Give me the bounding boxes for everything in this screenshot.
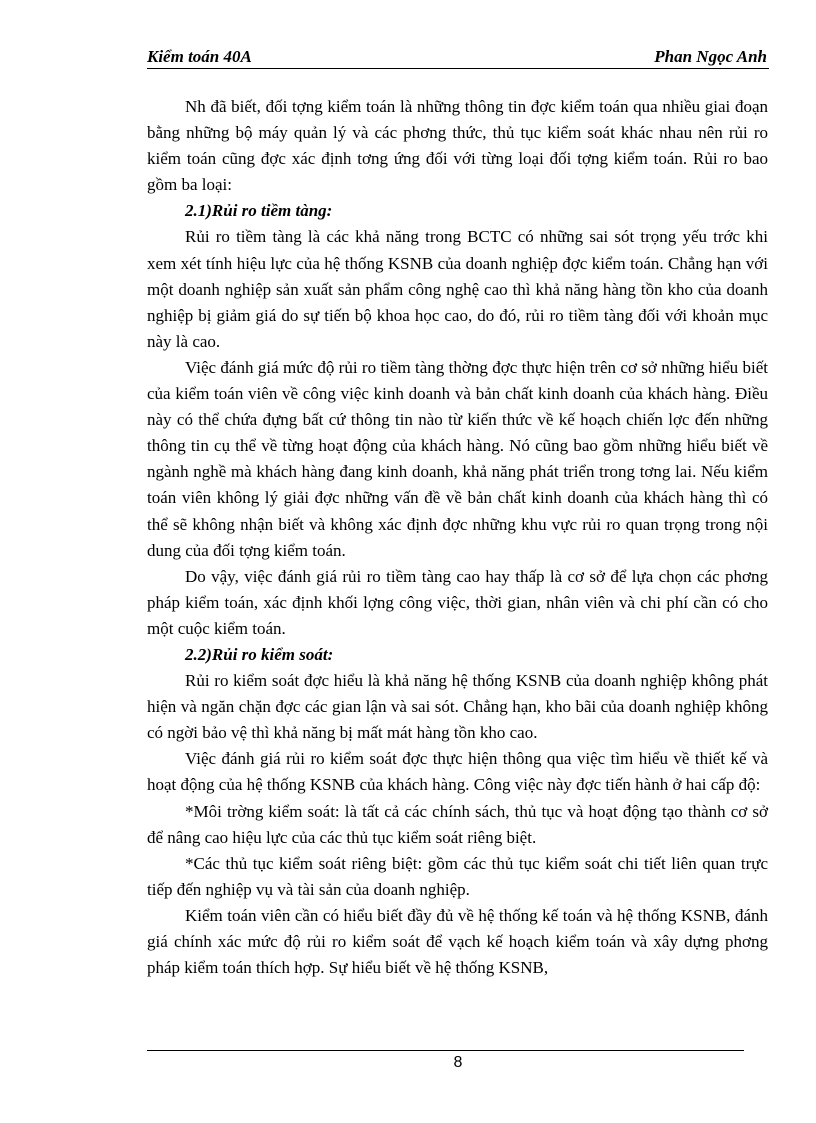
section-heading: 2.2)Rủi ro kiểm soát: <box>185 644 334 664</box>
paragraph: *Các thủ tục kiểm soát riêng biệt: gồm các thủ tục kiểm soát chi tiết liên quan trực tiếp đến nghiệp vụ và tài sản của doanh nghiệp. <box>147 853 768 899</box>
paragraph: Rủi ro tiềm tàng là các khả năng trong BCTC có những sai sót trọng yếu trớc khi xem xét tính hiệu lực của hệ thống KSNB của doanh nghiệp đợc kiểm toán. Chẳng hạn với một doanh nghiệp sản xuất sản phẩm công nghệ cao thì khả năng hàng tồn kho của doanh nghiệp bị giảm giá do sự tiến bộ khoa học cao, do đó, rủi ro tiềm tàng đối với khoản mục này là cao. <box>147 227 768 351</box>
paragraph: Do vậy, việc đánh giá rủi ro tiềm tàng cao hay thấp là cơ sở để lựa chọn các phơng pháp kiểm toán, xác định khối lợng công việc, thời gian, nhân viên và chi phí cần có cho một cuộc kiểm toán. <box>147 566 768 638</box>
body-text <box>147 94 768 981</box>
paragraph: Việc đánh giá mức độ rủi ro tiềm tàng thờng đợc thực hiện trên cơ sở những hiểu biết của kiểm toán viên về công việc kinh doanh và bản chất kinh doanh của khách hàng. Điều này có thể chứa đựng bất cứ thông tin nào từ kiến thức về kế hoạch chiến lợc đến những thông tin cụ thể về từng hoạt động của khách hàng. Nó cũng bao gồm những hiểu biết về ngành nghề mà khách hàng đang kinh doanh, khả năng phát triển trong tơng lai. Nếu kiểm toán viên không lý giải đợc những vấn đề về bản chất kinh doanh của khách hàng thì có thể sẽ không nhận biết và không xác định đợc những khu vực rủi ro quan trọng trong nội dung của đối tợng kiểm toán. <box>147 357 768 560</box>
paragraph: *Môi trờng kiểm soát: là tất cả các chính sách, thủ tục và hoạt động tạo thành cơ sở để nâng cao hiệu lực của các thủ tục kiểm soát riêng biệt. <box>147 801 768 847</box>
footer-rule <box>147 1050 744 1051</box>
paragraph: Kiểm toán viên cần có hiểu biết đầy đủ về hệ thống kế toán và hệ thống KSNB, đánh giá chính xác mức độ rủi ro kiểm soát để vạch kế hoạch kiểm toán và xây dựng phơng pháp kiểm toán thích hợp. Sự hiểu biết về hệ thống KSNB, <box>147 905 768 978</box>
paragraph: Việc đánh giá rủi ro kiểm soát đợc thực hiện thông qua việc tìm hiểu về thiết kế và hoạt động của hệ thống KSNB của khách hàng. Công việc này đợc tiến hành ở hai cấp độ: <box>147 749 768 795</box>
page-number: 8 <box>453 1054 463 1071</box>
header-course: Kiểm toán 40A <box>147 47 252 66</box>
paragraph: Rủi ro kiểm soát đợc hiểu là khả năng hệ thống KSNB của doanh nghiệp không phát hiện và ngăn chặn đợc các gian lận và sai sót. Chẳng hạn, kho bãi của doanh nghiệp không có ngời bảo vệ thì khả năng bị mất mát hàng tồn kho cao. <box>147 671 768 743</box>
section-heading: 2.1)Rủi ro tiềm tàng: <box>185 201 333 221</box>
page-header <box>147 46 769 69</box>
header-author: Phan Ngọc Anh <box>654 47 767 66</box>
paragraph: Nh đã biết, đối tợng kiểm toán là những thông tin đợc kiểm toán qua nhiều giai đoạn bằng những bộ máy quản lý và các phơng thức, thủ tục kiểm soát khác nhau nên rủi ro kiểm toán cũng đợc xác định tơng ứng đối với từng loại đối tợng kiểm toán. Rủi ro bao gồm ba loại: <box>147 97 768 195</box>
